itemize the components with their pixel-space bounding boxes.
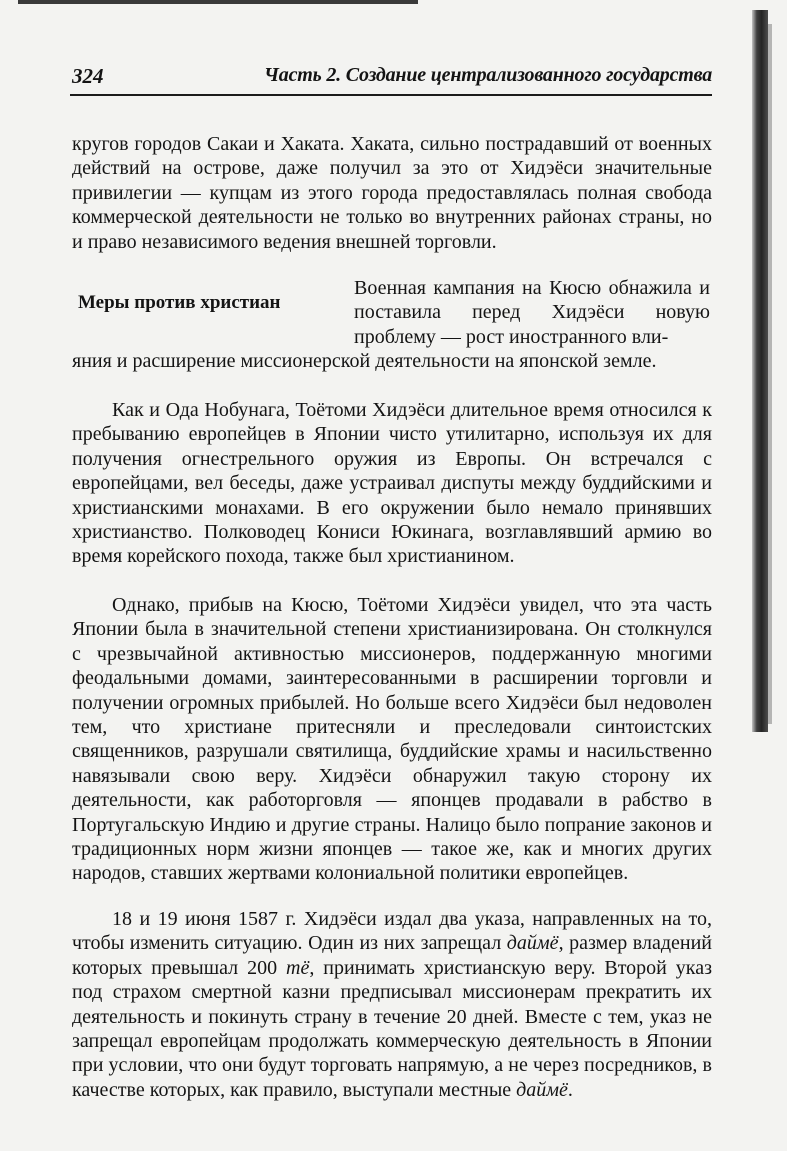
- book-spine-shadow: [752, 10, 768, 732]
- scan-edge-artifact: [18, 0, 418, 4]
- book-spine-edge: [768, 24, 772, 724]
- page-number: 324: [72, 64, 104, 88]
- page-header: [70, 62, 712, 96]
- paragraph-5-end: .: [567, 1078, 573, 1101]
- running-title: Часть 2. Создание централизованного государства: [264, 64, 712, 86]
- paragraph-2-continued: яния и расширение миссионерской деятельности на японской земле.: [72, 350, 657, 372]
- paragraph-5: [72, 907, 712, 1102]
- paragraph-1: кругов городов Сакаи и Хаката. Хаката, сильно пострадавший от военных действий на острове, даже получил за это от Хидэёси значительные привилегии — купцам из этого города предоставлялась полная свобода коммерческой деятельности не только во внутренних районах страны, но и право независимого ведения внешней торговли.: [72, 133, 712, 253]
- term-daimyo: даймё: [506, 932, 559, 955]
- paragraph-5-part-c: , принимать христианскую веру. Второй указ под страхом смертной казни предписывал миссионерам прекратить их деятельность и покинуть страну в течение 20 дней. Вместе с тем, указ не запрещал европейцам продолжать коммерческую деятельность в Японии при условии, что они будут торговать напрямую, а не через посредников, в качестве которых, как правило, выступали местные: [72, 956, 712, 1101]
- paragraph-5-part-a: 18 и 19 июня 1587 г. Хидэёси издал два указа, направленных на то, чтобы изменить ситуацию. Один из них запрещал: [72, 908, 712, 955]
- term-tyo: тё: [286, 956, 310, 979]
- paragraph-4: Однако, прибыв на Кюсю, Тоётоми Хидэёси увидел, что эта часть Японии была в значительной степени христианизирована. Он столкнулся с чрезвычайной активностью миссионеров, поддержанную многими феодальными домами, заинтересованными в расширении торговли и получении огромных прибылей. Но больше всего Хидэёси был недоволен тем, что христиане притесняли и преследовали синтоистских священников, разрушали святилища, буддийские храмы и насильственно навязывали свою веру. Хидэёси обнаружил такую сторону их деятельности, как работорговля — японцев продавали в рабство в Португальскую Индию и другие страны. Налицо было попрание законов и традиционных норм жизни японцев — такое же, как и многих других народов, ставших жертвами колониальной политики европейцев.: [72, 594, 712, 885]
- term-daimyo: даймё: [516, 1078, 568, 1101]
- section-heading: Меры против христиан: [78, 292, 281, 313]
- paragraph-5-part-b: , размер владений которых превышал 200: [72, 932, 712, 979]
- paragraph-3: Как и Ода Нобунага, Тоётоми Хидэёси длительное время относился к пребыванию европейцев в Японии чисто утилитарно, используя их для получения огнестрельного оружия из Европы. Он встречался с европейцами, вел беседы, даже устраивал диспуты между буддийскими и христианскими монахами. В его окружении было немало принявших христианство. Полководец Кониси Юкинага, возглавлявший армию во время корейского похода, также был христианином.: [72, 399, 712, 568]
- paragraph-2-wrapped: Военная кампания на Кюсю обнажила и поставила перед Хидэёси новую проблему — рост иностранного вли-: [354, 277, 710, 348]
